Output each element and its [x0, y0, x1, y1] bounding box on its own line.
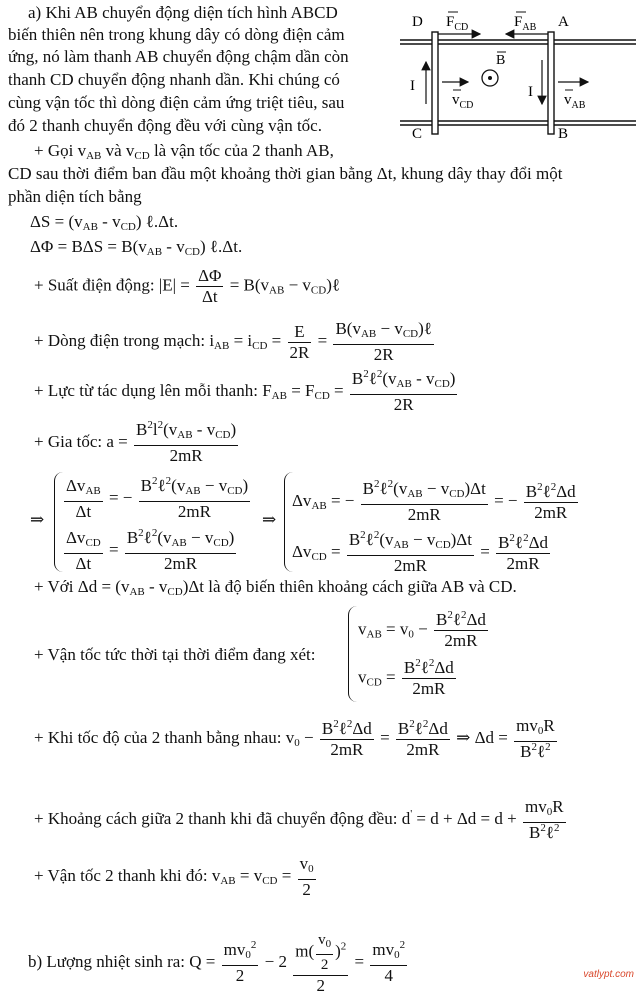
equal-row: + Khi tốc độ của 2 thanh bằng nhau: $v_0$ − $\frac{B^2\ell^2\Delta d}{2mR}$ = $\frac{B^2\ell^2\Delta d}{2mR}$ ⇒ Δd = $\frac{mv_0R}{B^2\ell^2}$	[34, 716, 555, 761]
current-row: + Dòng điện trong mạch: $i_{AB} = i_{CD}$ = $\frac{E}{2R}$ = $\frac{B(v_{AB} - v_{CD})\ell}{2R}$	[34, 319, 432, 364]
emf-row: + Suất điện động: |E| = $\frac{\Delta\Phi}{\Delta t}$ = $B(v_{AB}$ − $v_{CD})\ell$	[34, 266, 341, 306]
bar-ab	[548, 32, 554, 134]
f-ab-label: $F_{AB}$	[514, 14, 537, 33]
final-v-row: + Vận tốc 2 thanh khi đó: $v_{AB} = v_{CD}$ = $\frac{v_0}{2}$	[34, 854, 314, 899]
part-a-line-4: thanh CD chuyển động nhanh dần. Khi chúng có	[8, 70, 340, 89]
instant-row2: $v_{CD}$ = $\frac{B^2\ell^2\Delta d}{2mR}$	[358, 657, 454, 698]
part-a-line-3: ứng, nó làm thanh AB chuyển động chậm dần còn	[8, 47, 349, 66]
sys1-row2: $\frac{\Delta v_{CD}}{\Delta t}$ = $\frac{B^2\ell^2(v_{AB} - v_{CD})}{2mR}$	[66, 527, 235, 573]
para2-line-2: CD sau thời điểm ban đầu một khoảng thời gian bằng Δt, khung dây thay đổi một	[8, 164, 563, 183]
implies-2: ⇒	[262, 510, 277, 529]
v-ab-label: $v_{AB}$	[564, 92, 586, 111]
delta-d-row: + Với $\Delta d = (v_{AB} - v_{CD})\Delta t$ là độ biến thiên khoảng cách giữa AB và CD.	[34, 577, 517, 598]
sys2-row1: $\Delta v_{AB}$ = − $\frac{B^2\ell^2(v_{AB} - v_{CD})\Delta t}{2mR}$ = − $\frac{B^2\ell^2\Delta d}{2mR}$	[292, 478, 576, 524]
part-a-line-5: cùng vận tốc thì dòng điện cảm ứng triệt tiêu, sau	[8, 93, 345, 112]
i-left-label: I	[410, 78, 415, 94]
f-cd-label: $F_{CD}$	[446, 14, 469, 33]
para2-line-3: phần diện tích bằng	[8, 187, 142, 206]
label-a: A	[558, 14, 569, 30]
part-b-row: b) Lượng nhiệt sinh ra: Q = $\frac{mv_0^2}{2}$ − 2 m( $\frac{v_0}{2}$ )$^2$ 2 = $\frac{mv_0^2}{4}$	[28, 932, 406, 995]
brace-3	[348, 606, 357, 702]
b-label: B	[496, 53, 506, 68]
label-b: B	[558, 126, 569, 139]
watermark: vatlypt.com	[583, 969, 634, 980]
implies-1: ⇒	[30, 510, 45, 529]
part-a-line-6: đó 2 thanh chuyển động đều với cùng vận tốc.	[8, 116, 322, 135]
instant-label: + Vận tốc tức thời tại thời điểm đang xét:	[34, 645, 316, 664]
distance-row: + Khoảng cách giữa 2 thanh khi đã chuyển động đều: d' = d + Δd = d + $\frac{mv_0R}{B^2\ell^2}$	[34, 797, 564, 842]
i-right-label: I	[528, 84, 533, 100]
label-c: C	[412, 126, 423, 139]
eq-delta-phi: $\Delta\Phi = B\Delta S = B(v_{AB} - v_{CD})$ ℓ.Δt.	[30, 237, 243, 258]
v-cd-label: $v_{CD}$	[452, 92, 474, 111]
sys2-row2: $\Delta v_{CD}$ = $\frac{B^2\ell^2(v_{AB} - v_{CD})\Delta t}{2mR}$ = $\frac{B^2\ell^2\Delta d}{2mR}$	[292, 529, 548, 575]
sys1-row1: $\frac{\Delta v_{AB}}{\Delta t}$ = − $\frac{B^2\ell^2(v_{AB} - v_{CD})}{2mR}$	[66, 475, 249, 521]
accel-row: + Gia tốc: a = $\frac{B^2l^2(v_{AB} - v_{CD})}{2mR}$	[34, 419, 237, 465]
bar-cd	[432, 32, 438, 134]
instant-row1: $v_{AB} = v_0$ − $\frac{B^2\ell^2\Delta d}{2mR}$	[358, 609, 486, 650]
label-d: D	[412, 14, 423, 30]
part-a-line-2: biến thiên nên trong khung dây có dòng điện cảm	[8, 25, 345, 44]
eq-delta-s: $\Delta S = (v_{AB} - v_{CD})$ ℓ.Δt.	[30, 212, 179, 233]
rails-diagram	[398, 4, 638, 139]
para2-line-1: + Gọi $v_{AB}$ và $v_{CD}$ là vận tốc của 2 thanh AB,	[34, 141, 334, 162]
force-row: + Lực từ tác dụng lên mỗi thanh: $F_{AB} = F_{CD}$ = $\frac{B^2\ell^2(v_{AB} - v_{CD})}{2R}$	[34, 368, 456, 414]
part-a-line-1: a) Khi AB chuyển động diện tích hình ABCD	[28, 3, 338, 22]
